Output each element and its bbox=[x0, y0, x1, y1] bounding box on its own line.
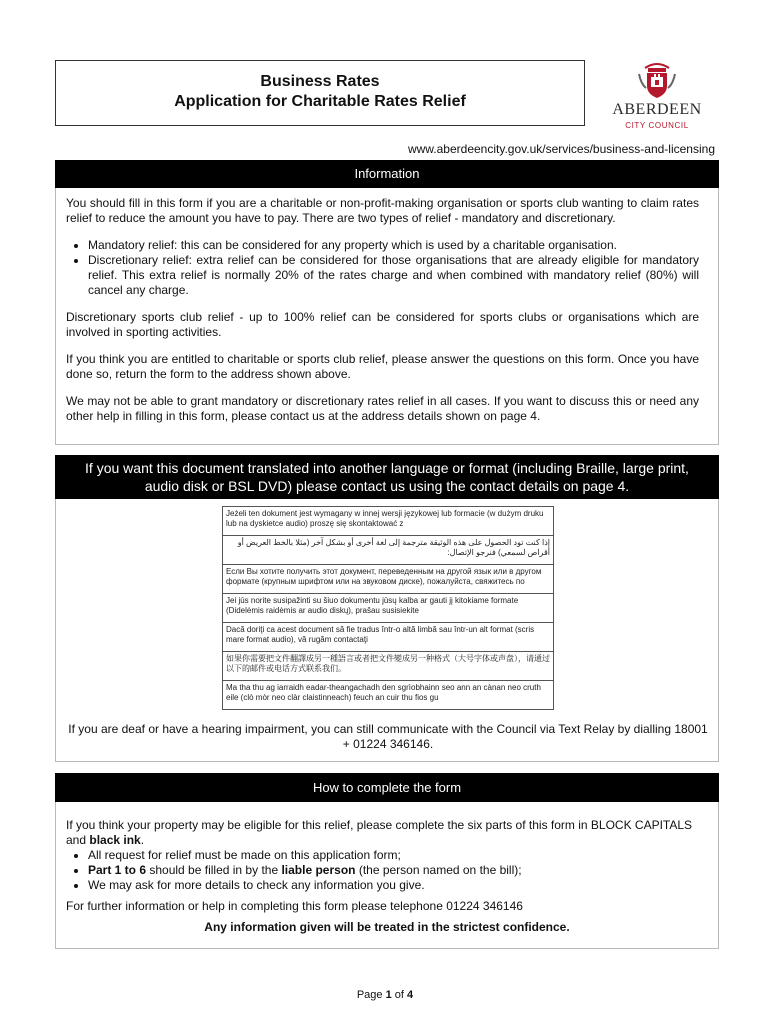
text-relay-notice: If you are deaf or have a hearing impairment, you can still communicate with the Council via Text Relay by dialling 18001 + 01224 346146. bbox=[68, 722, 708, 751]
translation-gaelic: Ma tha thu ag iarraidh eadar-theangachadh den sgrìobhainn seo ann an cànan neo cruth eile (clò mòr neo clàr claistinneach) feuch an cuir thu fios gu bbox=[223, 681, 554, 710]
coat-of-arms-icon bbox=[635, 60, 679, 100]
list-item-discretionary: • Discretionary relief: extra relief can be considered for those organisations that are already eligible for mandatory relief. This extra relief is normally 20% of the rates charge and when combined with mandatory relief (80%) will cancel any charge. bbox=[88, 253, 699, 298]
website-url: www.aberdeencity.gov.uk/services/business-and-licensing bbox=[407, 142, 715, 156]
translation-chinese: 如果你需要把文件翻譯成另一種語言或者把文件變成另一种格式（大号字体或声盘），请通过以下的邮件或电话方式联系我们。 bbox=[223, 652, 554, 681]
how-to-intro: If you think your property may be eligible for this relief, please complete the six parts of this form in BLOCK CAPITALS and black ink. bbox=[66, 818, 693, 847]
translation-russian: Если Вы хотите получить этот документ, переведенным на другой язык или в другом формате (крупным шрифтом или на звуковом диске), пожалуйста, свяжитесь по bbox=[223, 565, 554, 594]
entitled-paragraph: If you think you are entitled to charitable or sports club relief, please answer the questions on this form. Once you have done so, return the form to the address shown above. bbox=[66, 352, 699, 381]
confidentiality-notice: Any information given will be treated in the strictest confidence. bbox=[204, 920, 570, 934]
information-heading: Information bbox=[55, 160, 719, 188]
how-to-body bbox=[66, 818, 708, 935]
logo-name: ABERDEEN bbox=[612, 101, 702, 118]
translation-arabic: إذا كنت تود الحصول على هذه الوثيقة مترجمة إلى لغة أخرى أو بشكل آخر (مثلا بالخط العريض أو أقراص لسمعي) فنرجو الإتصال: bbox=[223, 536, 554, 565]
how-to-heading: How to complete the form bbox=[55, 773, 719, 802]
how-to-list bbox=[66, 848, 708, 893]
title-box bbox=[55, 60, 585, 126]
document-title: Business Rates bbox=[260, 73, 380, 90]
information-intro: You should fill in this form if you are a charitable or non-profit-making organisation or sports club wanting to claim rates relief to reduce the amount you have to pay. There are two types of relief - mandatory and discretionary. bbox=[66, 196, 699, 225]
translation-romanian: Dacă doriţi ca acest document să fie tradus într-o altă limbă sau într-un alt format (scris mare format audio), vă rugăm contactaţi bbox=[223, 623, 554, 652]
list-item-application-form: • All request for relief must be made on this application form; bbox=[88, 848, 708, 863]
translation-languages-table bbox=[222, 506, 554, 710]
translation-polish: Jeżeli ten dokument jest wymagany w innej wersji językowej lub formacie (w dużym druku lub na dyskietce audio) proszę się skontaktować z bbox=[223, 507, 554, 536]
grant-paragraph: We may not be able to grant mandatory or discretionary rates relief in all cases. If you want to discuss this or need any other help in filling in this form, please contact us at the address details shown on page 4. bbox=[66, 394, 699, 423]
relief-types-list bbox=[66, 238, 699, 298]
aberdeen-city-council-logo bbox=[607, 60, 707, 134]
logo-subtitle: CITY COUNCIL bbox=[625, 121, 689, 130]
translation-banner: If you want this document translated into another language or format (including Braille, large print, audio disk or BSL DVD) please contact us using the contact details on page 4. bbox=[55, 455, 719, 499]
document-subtitle: Application for Charitable Rates Relief bbox=[174, 93, 466, 110]
translation-lithuanian: Jei jūs norite susipažinti su šiuo dokumentu jūsų kalba ar gauti jį kitokiame formate (Didelėmis raidėmis ar audio diskų), prašau susisiekite bbox=[223, 594, 554, 623]
further-info-text: For further information or help in completing this form please telephone 01224 346146 bbox=[66, 899, 523, 913]
list-item-mandatory: • Mandatory relief: this can be considered for any property which is used by a charitable organisation. bbox=[88, 238, 699, 253]
page-number: Page 1 of 4 bbox=[356, 989, 414, 1001]
list-item-more-details: • We may ask for more details to check any information you give. bbox=[88, 878, 708, 893]
sports-relief-paragraph: Discretionary sports club relief - up to 100% relief can be considered for sports clubs or organisations which are involved in sporting activities. bbox=[66, 310, 699, 339]
list-item-liable-person: • Part 1 to 6 should be filled in by the liable person (the person named on the bill); bbox=[88, 863, 708, 878]
information-body bbox=[66, 196, 699, 424]
